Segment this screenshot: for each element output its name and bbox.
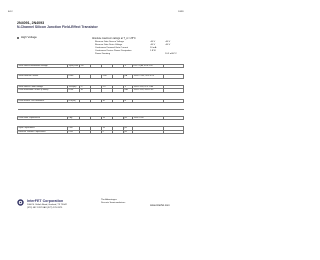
spec-table-cell: [124, 110, 133, 117]
spec-table-cell: [113, 103, 124, 110]
spec-table-cell: [133, 68, 164, 75]
spec-table-cell: VGS(off): [68, 85, 80, 88]
spec-table-cell: [164, 110, 184, 117]
spec-table-cell: VDS = 20V, ID = 1 nA: [133, 85, 164, 88]
spec-table-cell: [80, 78, 91, 85]
spec-table-cell: Gate Source Cutoff Voltage: [18, 85, 68, 88]
spec-table-cell: Ciss: [68, 127, 80, 130]
spec-table-cell: 30: [80, 89, 91, 92]
spec-table-cell: [80, 120, 91, 127]
spec-table-cell: Reverse Transfer Capacitance: [18, 130, 68, 133]
spec-table-cell: 16: [102, 127, 113, 130]
spec-table-row: [18, 110, 184, 117]
spec-table-cell: Crss: [68, 130, 80, 133]
spec-table-cell: [164, 120, 184, 127]
spec-table-cell: [133, 130, 164, 133]
spec-table-row: [18, 130, 184, 133]
spec-table-cell: [124, 103, 133, 110]
spec-table-cell: [164, 68, 184, 75]
spec-table-cell: [102, 110, 113, 117]
company-phone: (972) 487-1287 FAX (972) 276-3375: [27, 207, 63, 209]
spec-table-cell: [18, 68, 68, 75]
spec-table-cell: Drain Gate Capacitance: [18, 117, 68, 120]
spec-table-cell: [124, 120, 133, 127]
spec-table-row: [18, 120, 184, 127]
abs-max-value: -40 V: [150, 44, 156, 46]
abs-max-label: Power Derating: [95, 53, 111, 55]
spec-table-cell: [164, 130, 184, 133]
spec-table-row: [18, 92, 184, 99]
spec-table-cell: V: [124, 65, 133, 68]
spec-table-cell: pF: [124, 127, 133, 130]
company-address: 1000 N. Shiloh Road, Garland, TX 75042: [27, 204, 67, 206]
header-page-code: B-12: [8, 11, 13, 13]
spec-table-cell: [80, 92, 91, 99]
spec-table-cell: [68, 78, 80, 85]
spec-table-cell: VDS = 20V, VGS = 0V: [133, 89, 164, 92]
spec-table-cell: -10: [102, 85, 113, 88]
spec-table-cell: [133, 92, 164, 99]
spec-table-cell: [18, 120, 68, 127]
spec-table-cell: [164, 92, 184, 99]
spec-table-cell: -40: [80, 65, 91, 68]
abs-max-value: 1.8 W: [150, 50, 156, 52]
abs-max-label: Reverse Gate Source Voltage: [95, 41, 124, 43]
spec-table-cell: mA: [124, 89, 133, 92]
spec-table-cell: [91, 68, 102, 75]
spec-table-cell: [91, 110, 102, 117]
spec-table-cell: [102, 120, 113, 127]
spec-table-cell: [18, 78, 68, 85]
spec-table-cell: [133, 103, 164, 110]
spec-table-cell: [113, 130, 124, 133]
spec-table-cell: -200: [102, 75, 113, 78]
spec-table-cell: [113, 120, 124, 127]
spec-table-row: [18, 68, 184, 75]
spec-table-cell: [80, 130, 91, 133]
spec-table-cell: [91, 103, 102, 110]
footer-tagline: The Advantages: [101, 199, 117, 201]
spec-table-cell: 30: [102, 99, 113, 102]
spec-table-cell: Drain Saturation Current (Pulsed): [18, 89, 68, 92]
spec-table-cell: [68, 68, 80, 75]
spec-table-cell: [68, 110, 80, 117]
spec-table-cell: [113, 92, 124, 99]
spec-table-cell: [102, 68, 113, 75]
device-subtitle: N-Channel Silicon Junction Field-Effect Transistor: [17, 25, 98, 29]
abs-max-value-2: -40 V: [165, 41, 171, 43]
abs-max-value: 10 mA: [150, 47, 157, 49]
spec-table-cell: -5: [80, 85, 91, 88]
spec-table-cell: Gate Source Breakdown Voltage: [18, 65, 68, 68]
spec-table-cell: pF: [124, 130, 133, 133]
spec-table-cell: [164, 78, 184, 85]
footer-tagline-2: Discrete Semiconductors: [101, 202, 126, 204]
spec-table-cell: Gate Reverse Current: [18, 75, 68, 78]
spec-table-cell: [133, 110, 164, 117]
spec-table-cell: IG = -1 µA, VDS = 0V: [133, 65, 164, 68]
spec-table-cell: [80, 68, 91, 75]
spec-table-cell: [113, 78, 124, 85]
abs-max-value-2: 10.3 mW/°C: [165, 53, 177, 55]
spec-table-cell: pA: [124, 75, 133, 78]
spec-table-cell: [68, 92, 80, 99]
spec-table-cell: [91, 120, 102, 127]
spec-table-cell: IGSS: [68, 75, 80, 78]
spec-table-cell: V: [124, 85, 133, 88]
spec-table-cell: [124, 68, 133, 75]
spec-table-cell: [164, 103, 184, 110]
spec-table-cell: [91, 130, 102, 133]
spec-table: [17, 64, 184, 134]
abs-max-label: Continuous Device Power Dissipation: [95, 50, 132, 52]
spec-table-cell: [113, 68, 124, 75]
spec-table-row: [18, 103, 184, 110]
spec-table-cell: pF: [124, 117, 133, 120]
abs-max-title: Absolute maximum ratings at T_A = 25°C: [92, 37, 136, 40]
spec-table-cell: [113, 110, 124, 117]
spec-table-cell: Cdg: [68, 117, 80, 120]
spec-table-cell: [80, 103, 91, 110]
company-logo-icon: [17, 199, 24, 206]
spec-table-cell: [91, 78, 102, 85]
spec-table-cell: [102, 103, 113, 110]
part-numbers-title: 2N4091, 2N4093: [17, 21, 45, 25]
feature-text: High Voltage: [21, 35, 37, 39]
spec-table-cell: Input Capacitance: [18, 127, 68, 130]
header-date: 10/99: [178, 11, 184, 13]
abs-max-row: [95, 53, 180, 56]
spec-table-cell: V(BR)GSS: [68, 65, 79, 67]
spec-table-cell: Ω: [124, 99, 133, 102]
spec-table-cell: rDS(on): [68, 99, 80, 102]
spec-table-cell: [18, 110, 68, 117]
spec-table-cell: Drain Source ON Resistance: [18, 99, 68, 102]
spec-table-cell: [133, 120, 164, 127]
spec-table-cell: [91, 92, 102, 99]
spec-table-cell: VGS = -20V, VDS = 0V: [133, 75, 164, 78]
spec-table-cell: [68, 103, 80, 110]
spec-table-row: [18, 78, 184, 85]
spec-table-cell: [68, 120, 80, 127]
spec-table-cell: [102, 78, 113, 85]
abs-max-value-2: -40 V: [165, 44, 171, 46]
spec-table-cell: [80, 110, 91, 117]
company-name: InterFET Corporation: [27, 199, 64, 203]
spec-table-cell: VDG = 20V: [133, 117, 164, 120]
abs-max-label: Continuous Forward Gate Current: [95, 47, 128, 49]
company-website-link[interactable]: www.interfet.com: [150, 204, 170, 207]
spec-table-cell: [102, 92, 113, 99]
spec-table-cell: [133, 78, 164, 85]
abs-max-value: -40 V: [150, 41, 156, 43]
bullet-icon: [17, 37, 19, 39]
spec-table-cell: [124, 92, 133, 99]
spec-table-cell: IDSS: [68, 89, 80, 92]
spec-table-cell: 5: [102, 130, 113, 133]
spec-table-cell: [18, 103, 68, 110]
spec-table-cell: 16: [102, 117, 113, 120]
spec-table-cell: [18, 92, 68, 99]
abs-max-label: Reverse Gate Drain Voltage: [95, 44, 123, 46]
spec-table-cell: [124, 78, 133, 85]
